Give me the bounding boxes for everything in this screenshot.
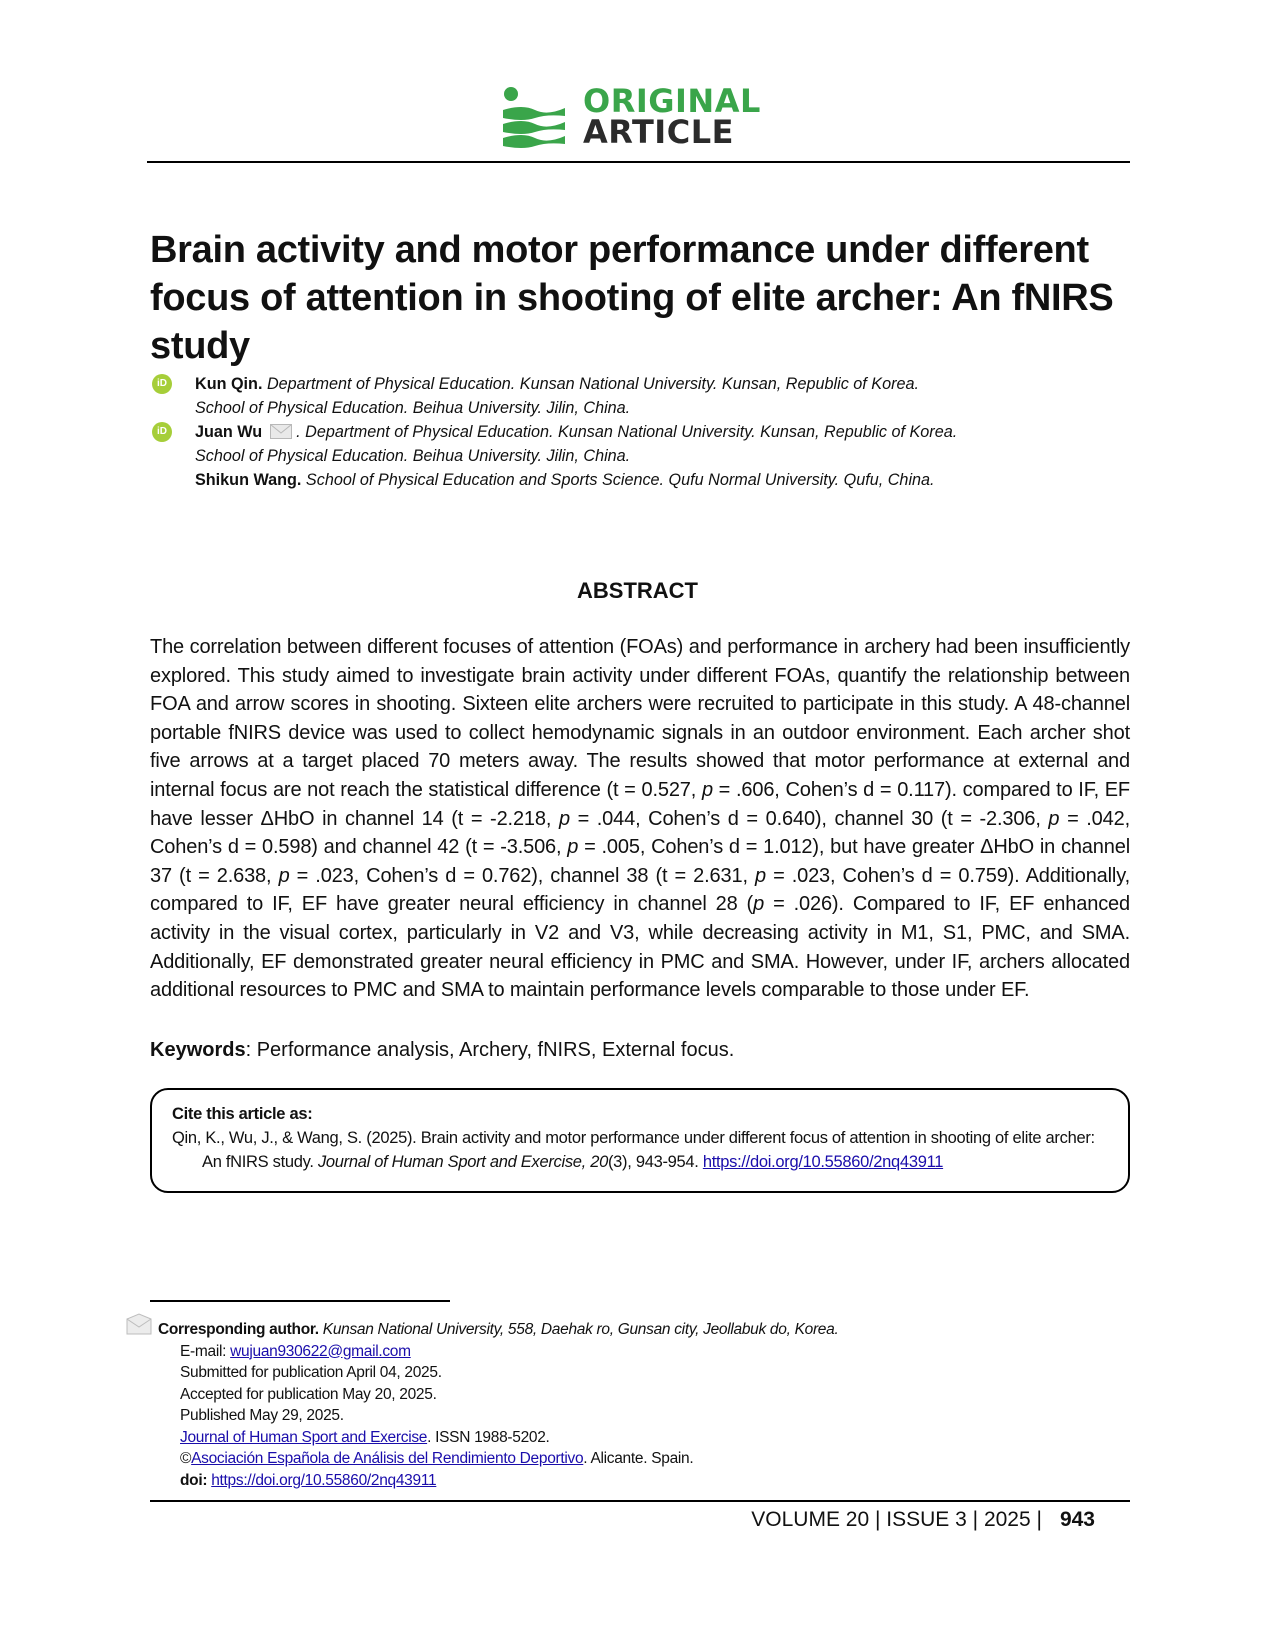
logo-wordmark	[583, 82, 761, 151]
author-row-qin-affil2	[150, 396, 1130, 420]
logo-line-article: ARTICLE	[583, 113, 734, 151]
author-affiliation: Department of Physical Education. Kunsan National University. Kunsan, Republic of Korea.	[266, 375, 919, 393]
volume-issue-year: VOLUME 20 | ISSUE 3 | 2025 |	[751, 1508, 1042, 1531]
keywords-list: : Performance analysis, Archery, fNIRS, External focus.	[245, 1039, 735, 1061]
stripes-logo-icon	[503, 86, 567, 152]
citation-label: Cite this article as:	[172, 1105, 313, 1123]
page-footer	[751, 1505, 1095, 1535]
author-name: Kun Qin.	[195, 375, 263, 393]
author-name: Juan Wu	[195, 423, 263, 441]
footer-divider	[150, 1500, 1130, 1502]
envelope-icon	[126, 1313, 152, 1335]
email-link[interactable]: wujuan930622@gmail.com	[230, 1342, 411, 1360]
journal-issn-line: Journal of Human Sport and Exercise. ISSN 1988-5202.	[180, 1428, 550, 1446]
logo-line-original: ORIGINAL	[583, 82, 761, 120]
author-list	[150, 372, 1130, 492]
abstract-heading: ABSTRACT	[577, 578, 698, 603]
keywords-label: Keywords	[150, 1039, 246, 1061]
author-row-wu	[150, 420, 1130, 444]
journal-logo	[503, 82, 783, 152]
author-row-wang	[150, 468, 1130, 492]
header-divider	[147, 161, 1130, 163]
abstract-text: The correlation between different focuses of attention (FOAs) and performance in archery had been insufficiently explored. This study aimed to investigate brain activity under different FOAs, quantify the relationship between FOA and arrow scores in shooting. Sixteen elite archers were recruited to participate in this study. A 48-channel portable fNIRS device was used to collect hemodynamic signals in an outdoor environment. Each archer shot five arrows at a target placed 70 meters away. The results showed that motor performance at external and internal focus are not reach the statistical difference (t = 0.527, p = .606, Cohen’s d = 0.117). compared to IF, EF have lesser ΔHbO in channel 14 (t = -2.218, p = .044, Cohen’s d = 0.640), channel 30 (t = -2.306, p = .042, Cohen’s d = 0.598) and channel 42 (t = -3.506, p = .005, Cohen’s d = 1.012), but have greater ΔHbO in channel 37 (t = 2.638, p = .023, Cohen’s d = 0.762), channel 38 (t = 2.631, p = .023, Cohen’s d = 0.759). Additionally, compared to IF, EF have greater neural efficiency in channel 28 (p = .026). Compared to IF, EF enhanced activity in the visual cortex, particularly in V2 and V3, while decreasing activity in M1, S1, PMC, and SMA. Additionally, EF demonstrated greater neural efficiency in PMC and SMA. However, under IF, archers allocated additional resources to PMC and SMA to maintain performance levels comparable to those under EF.	[150, 636, 1130, 1002]
author-row-wu-affil2	[150, 444, 1130, 468]
citation-text: Qin, K., Wu, J., & Wang, S. (2025). Brain activity and motor performance under different focus of attention in shooting of elite archer: An fNIRS study. Journal of Human Sport and Exercise, 20(3), 943-954. https://doi.org/10.55860/2nq43911	[172, 1129, 1095, 1171]
envelope-icon	[270, 424, 292, 439]
orcid-icon[interactable]: iD	[152, 374, 172, 394]
orcid-icon[interactable]: iD	[152, 422, 172, 442]
submitted-date: Submitted for publication April 04, 2025.	[180, 1364, 442, 1381]
author-name: Shikun Wang.	[195, 471, 302, 489]
copyright-line: ©Asociación Española de Análisis del Rendimiento Deportivo. Alicante. Spain.	[180, 1450, 694, 1467]
footnote-divider	[150, 1300, 450, 1302]
article-title: Brain activity and motor performance under different focus of attention in shooting of elite archer: An fNIRS study	[150, 229, 1114, 367]
author-affiliation: School of Physical Education. Beihua University. Jilin, China.	[195, 399, 631, 417]
email-line: E-mail: wujuan930622@gmail.com	[180, 1342, 411, 1360]
corresponding-author-line: Corresponding author. Kunsan National University, 558, Daehak ro, Gunsan city, Jeollabuk do, Korea.	[126, 1319, 1106, 1341]
keywords	[150, 1036, 1130, 1064]
accepted-date: Accepted for publication May 20, 2025.	[180, 1385, 437, 1403]
published-date: Published May 29, 2025.	[180, 1407, 344, 1424]
journal-link[interactable]: Journal of Human Sport and Exercise	[180, 1428, 428, 1446]
author-affiliation: . Department of Physical Education. Kunsan National University. Kunsan, Republic of Korea.	[296, 423, 958, 441]
author-row-qin	[150, 372, 1130, 396]
citation-box	[150, 1088, 1130, 1193]
citation-doi-link[interactable]: https://doi.org/10.55860/2nq43911	[702, 1153, 944, 1171]
doi-line: doi: https://doi.org/10.55860/2nq43911	[180, 1471, 437, 1489]
author-affiliation: School of Physical Education. Beihua University. Jilin, China.	[195, 447, 631, 465]
society-link[interactable]: Asociación Española de Análisis del Rendimiento Deportivo	[191, 1450, 584, 1467]
footnote-block	[126, 1319, 1106, 1491]
author-affiliation: School of Physical Education and Sports Science. Qufu Normal University. Qufu, China.	[305, 471, 935, 489]
page-number: 943	[1059, 1508, 1095, 1531]
doi-link[interactable]: https://doi.org/10.55860/2nq43911	[211, 1471, 437, 1489]
